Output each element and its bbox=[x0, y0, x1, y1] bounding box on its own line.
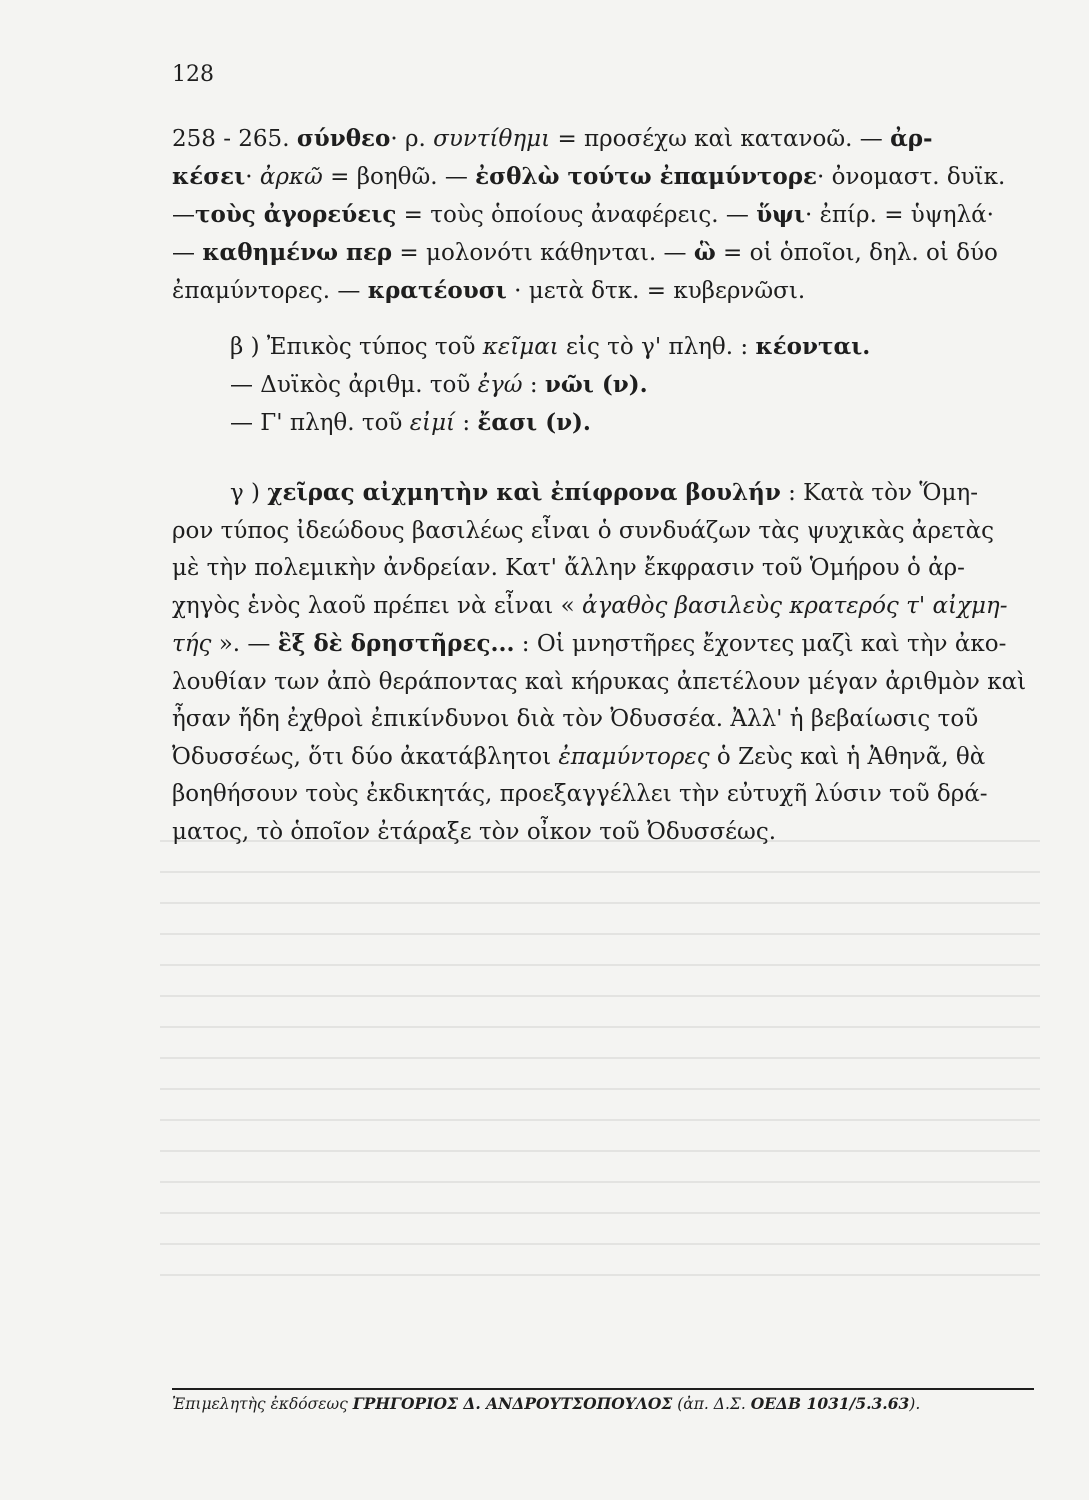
text-run: : Οἱ μνηστῆρες ἔχοντες μαζὶ καὶ τὴν ἀκο- bbox=[514, 631, 1007, 657]
headword: τοὺς ἀγορεύεις bbox=[195, 201, 397, 228]
approval-ref: ΟΕΔΒ 1031/5.3.63 bbox=[750, 1394, 910, 1413]
text-line: μὲ τὴν πολεμικὴν ἀνδρείαν. Κατ' ἄλλην ἔκφρασιν τοῦ Ὁμήρου ὁ ἀρ- bbox=[172, 555, 965, 581]
text-run: = βοηθῶ. — bbox=[322, 164, 476, 190]
main-text bbox=[172, 120, 1032, 851]
headword: καθημένω περ bbox=[202, 239, 393, 266]
text-line: βοηθήσουν τοὺς ἐκδικητάς, προεξαγγέλλει τὴν εὐτυχῆ λύσιν τοῦ δρά- bbox=[172, 781, 988, 807]
headword: ὣ bbox=[693, 239, 716, 266]
text-line bbox=[172, 588, 1032, 626]
text-run: ὁ Ζεὺς καὶ ἡ Ἀθηνᾶ, θὰ bbox=[709, 743, 986, 770]
headword: κέονται. bbox=[755, 333, 871, 360]
editor-name: ΓΡΗΓΟΡΙΟΣ Δ. ΑΝΔΡΟΥΤΣΟΠΟΥΛΟΣ bbox=[352, 1394, 673, 1413]
headword: κέσει bbox=[172, 163, 246, 190]
text-run: ἐπαμύντορες. — bbox=[172, 278, 368, 304]
text-line bbox=[172, 234, 1032, 272]
text-run: ». — bbox=[211, 631, 278, 657]
text-line: ἦσαν ἤδη ἐχθροὶ ἐπικίνδυνοι διὰ τὸν Ὀδυσσέα. Ἀλλ' ἡ βεβαίωσις τοῦ bbox=[172, 706, 979, 732]
bleed-through-texture bbox=[160, 840, 1040, 1300]
text-line bbox=[172, 366, 1032, 404]
page-number: 128 bbox=[172, 62, 214, 87]
italic-word: ἀρκῶ bbox=[259, 164, 323, 190]
italic-word: κεῖμαι bbox=[482, 334, 559, 360]
headword: ἓξ δὲ δρηστῆρες... bbox=[277, 630, 515, 657]
text-line bbox=[172, 474, 1032, 513]
headword: σύνθεο bbox=[296, 125, 391, 152]
text-run: β ) Ἐπικὸς τύπος τοῦ bbox=[230, 334, 483, 360]
italic-quote: ἀγαθὸς βασιλεὺς κρατερός τ' αἰχμη- bbox=[582, 592, 1008, 619]
text-line bbox=[172, 158, 1032, 196]
text-run: : bbox=[455, 410, 478, 436]
headword: χεῖρας αἰχμητὴν καὶ ἐπίφρονα βουλήν bbox=[267, 479, 781, 506]
text-run: · ἐπίρ. = ὑψηλά· bbox=[804, 202, 994, 228]
text-run: = τοὺς ὁποίους ἀναφέρεις. — bbox=[396, 202, 757, 228]
headword: νῶι (ν). bbox=[544, 371, 648, 398]
text-run: — Γ' πληθ. τοῦ bbox=[230, 410, 410, 436]
footer-prefix: Ἐπιμελητὴς ἐκδόσεως bbox=[172, 1395, 353, 1413]
text-run: χηγὸς ἑνὸς λαοῦ πρέπει νὰ εἶναι « bbox=[172, 592, 583, 619]
text-run: = οἱ ὁποῖοι, δηλ. οἱ δύο bbox=[715, 240, 998, 266]
text-line: λουθίαν των ἀπὸ θεράποντας καὶ κήρυκας ἀπετέλουν μέγαν ἀριθμὸν καὶ bbox=[172, 668, 1027, 695]
italic-word: συντίθημι bbox=[433, 126, 551, 152]
text-run: — bbox=[172, 202, 195, 228]
glossary-notes bbox=[172, 120, 1032, 310]
headword: ἀρ- bbox=[890, 125, 933, 152]
spacer bbox=[172, 310, 1032, 328]
text-run: — bbox=[172, 240, 203, 266]
text-line bbox=[172, 328, 1032, 366]
text-line bbox=[172, 196, 1032, 234]
headword: ἔασι (ν). bbox=[477, 409, 591, 436]
grammar-notes bbox=[172, 328, 1032, 442]
text-line bbox=[172, 272, 1032, 310]
text-line bbox=[172, 120, 1032, 158]
headword: κρατέουσι bbox=[367, 277, 507, 304]
text-run: — Δυϊκὸς ἀριθμ. τοῦ bbox=[230, 372, 478, 398]
italic-word: ἐπαμύντορες bbox=[558, 743, 710, 770]
footer-end: ). bbox=[909, 1395, 921, 1413]
italic-quote: τής bbox=[172, 631, 212, 657]
text-run: · bbox=[245, 164, 260, 190]
text-run: · μετὰ δτκ. = κυβερνῶσι. bbox=[506, 278, 806, 304]
text-line: ρον τύπος ἰδεώδους βασιλέως εἶναι ὁ συνδυάζων τὰς ψυχικὰς ἀρετὰς bbox=[172, 517, 995, 544]
text-run: εἰς τὸ γ' πληθ. : bbox=[558, 334, 756, 360]
footer-suffix: (ἀπ. Δ.Σ. bbox=[672, 1395, 751, 1413]
text-run: : bbox=[522, 372, 545, 398]
text-run: · ὀνομαστ. δυϊκ. bbox=[817, 164, 1006, 190]
text-line bbox=[172, 404, 1032, 442]
italic-word: ἐγώ bbox=[477, 372, 523, 398]
text-run: · ρ. bbox=[390, 126, 434, 152]
text-run: Ὀδυσσέως, ὅτι δύο ἀκατάβλητοι bbox=[172, 743, 559, 770]
headword: ἐσθλὼ τούτω ἐπαμύντορε bbox=[475, 163, 818, 190]
commentary-paragraph bbox=[172, 474, 1032, 851]
text-run: γ ) bbox=[230, 480, 268, 506]
editor-credit-footer bbox=[172, 1388, 1034, 1413]
text-run: 258 - 265. bbox=[172, 126, 297, 152]
text-run: : Κατὰ τὸν Ὅμη- bbox=[780, 480, 978, 506]
text-run: = μολονότι κάθηνται. — bbox=[392, 240, 694, 266]
headword: ὕψι bbox=[756, 201, 805, 228]
text-line bbox=[172, 739, 1032, 777]
text-line bbox=[172, 625, 1032, 664]
text-line: ματος, τὸ ὁποῖον ἐτάραξε τὸν οἶκον τοῦ Ὀδυσσέως. bbox=[172, 818, 777, 845]
text-run: = προσέχω καὶ κατανοῶ. — bbox=[550, 126, 891, 152]
italic-word: εἰμί bbox=[409, 410, 456, 436]
